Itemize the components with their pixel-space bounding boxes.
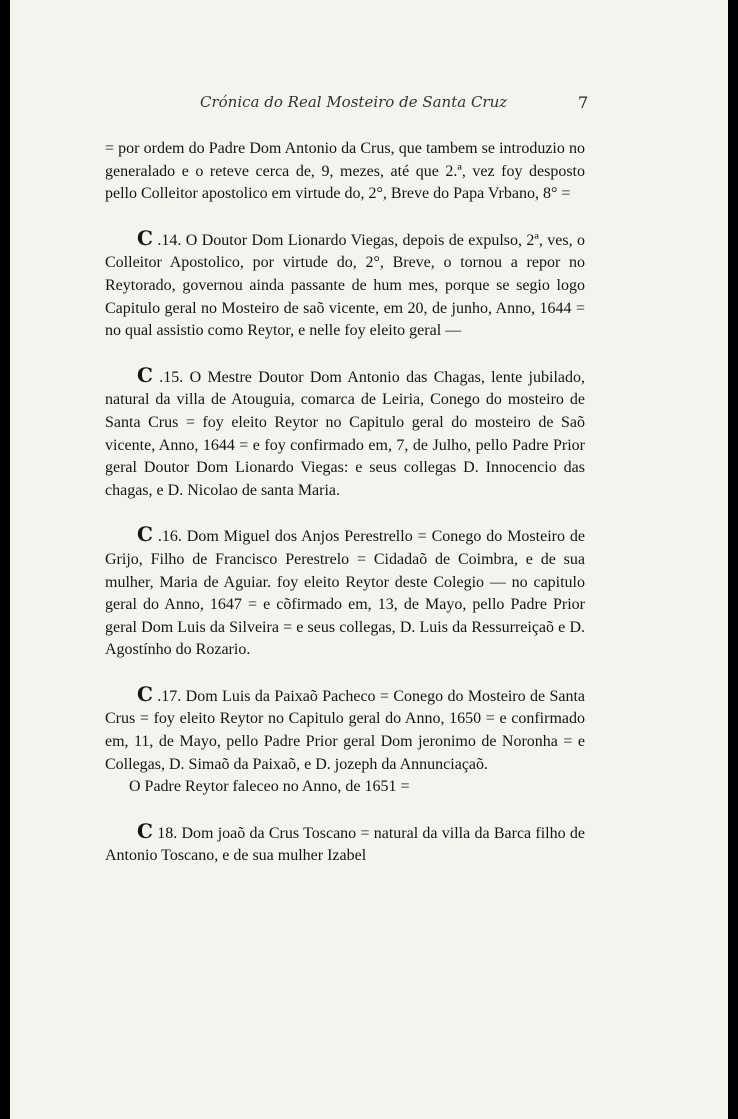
paragraph-17 [105,681,585,776]
running-header: Crónica do Real Mosteiro de Santa Cruz [200,93,508,111]
paragraph-mark-icon: C [137,681,153,706]
paragraph-text: 18. Dom joaõ da Crus Toscano = natural da villa da Barca filho de Antonio Toscano, e de sua mulher Izabel [105,824,585,865]
paragraph-text: .17. Dom Luis da Paixaõ Pacheco = Conego do Mosteiro de Santa Crus = foy eleito Reytor no Capitulo geral do Anno, 1650 = e confirmado em, 11, de Mayo, pello Padre Prior geral Dom jeronimo de Noronha = e Collegas, D. Simaõ da Paixaõ, e D. jozeph da Annunciaçaõ. [105,687,585,773]
paragraph-17-note [105,776,585,799]
paragraph-14 [105,225,585,343]
page-number: 7 [578,93,589,112]
paragraph-mark-icon: C [137,818,153,843]
paragraph-18 [105,818,585,868]
paragraph-16 [105,522,586,662]
paragraph-text: .16. Dom Miguel dos Anjos Perestrello = Conego do Mosteiro de Grijo, Filho de Francisco Perestrelo = Cidadaõ de Coimbra, e de sua mulher, Maria de Aguiar. foy eleito Reytor deste Colegio — no capitulo geral do Anno, 1647 = e cõfirmado em, 13, de Mayo, pello Padre Prior geral Dom Luis da Silveira = e seus collegas, D. Luis da Ressurreiçaõ e D. Agostínho do Rozario. [105,528,586,659]
paragraph-text: .14. O Doutor Dom Lionardo Viegas, depois de expulso, 2ª, ves, o Colleitor Apostolico, por virtude do, 2°, Breve, o tornou a repor no Reytorado, governou ainda passante de hum mes, porque se segio logo Capitulo geral no Mosteiro de saõ vicente, em 20, de junho, Anno, 1644 = no qual assistio como Reytor, e nelle foy eleito geral — [105,231,585,340]
paragraph-text: = por ordem do Padre Dom Antonio da Crus, que tambem se introduzio no generalado e o reteve cerca de, 9, mezes, até que 2.ª, vez foy desposto pello Colleitor apostolico em virtude do, 2°, Breve do Papa Vrbano, 8° = [105,140,585,203]
paragraph-mark-icon: C [137,225,153,250]
paragraph-text: .15. O Mestre Doutor Dom Antonio das Chagas, lente jubilado, natural da villa de Atouguia, comarca de Leiria, Conego do mosteiro de Santa Crus = foy eleito Reytor no Capitulo geral do mosteiro de Saõ vicente, Anno, 1644 = e foy confirmado em, 7, de Julho, pello Padre Prior geral Doutor Dom Lionardo Viegas: e seus collegas D. Innocencio das chagas, e D. Nicolao de santa Maria. [105,368,585,499]
paragraph-mark-icon: C [137,362,153,387]
paragraph-continuation [105,138,585,206]
page [10,0,728,1119]
body-text [105,138,585,892]
paragraph-mark-icon: C [137,522,153,547]
paragraph-text: O Padre Reytor faleceo no Anno, de 1651 = [129,778,410,796]
paragraph-15 [105,362,585,503]
